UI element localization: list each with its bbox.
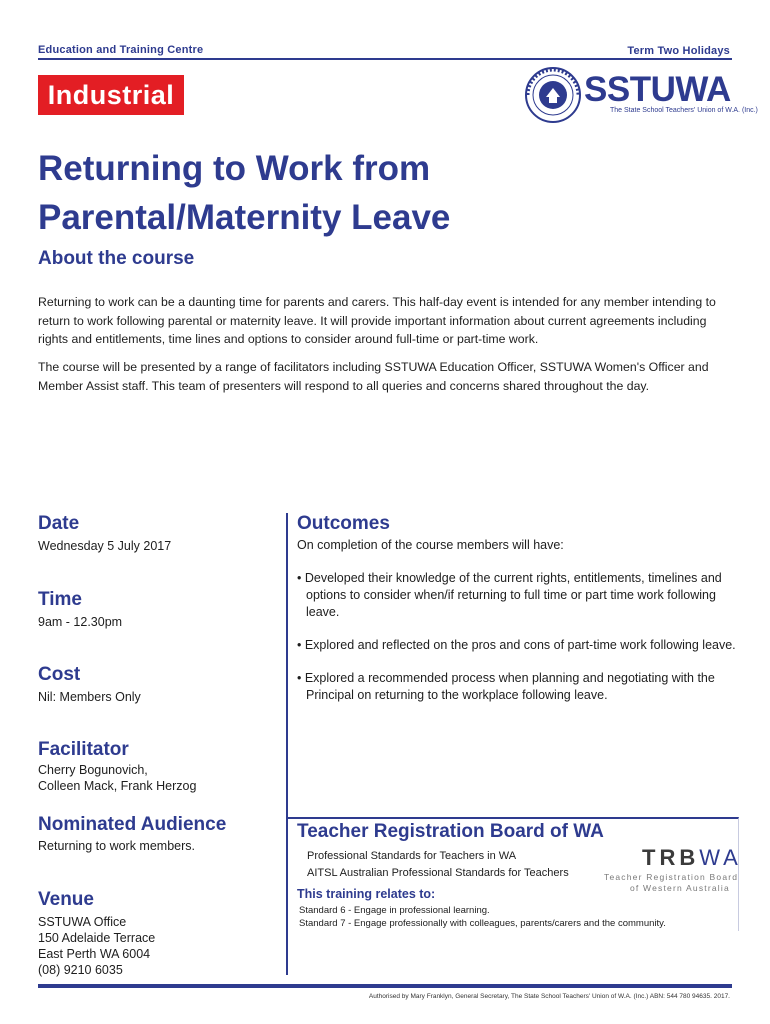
venue-line-3: East Perth WA 6004 [38,947,151,961]
outcomes-list [297,570,737,720]
venue-heading: Venue [38,889,94,910]
centre-name: Education and Training Centre [38,44,204,56]
standard-7: Standard 7 - Engage professionally with colleagues, parents/carers and the community. [299,918,666,929]
audience-heading: Nominated Audience [38,814,227,835]
title-line-2: Parental/Maternity Leave [38,198,451,237]
sstuwa-logo: SSTUWA [584,70,731,109]
trbwa-logo-wa: WA [699,845,742,870]
term-label: Term Two Holidays [627,45,730,57]
title-line-1: Returning to Work from [38,149,431,188]
footer-divider [38,984,732,988]
facilitator-line-2: Colleen Mack, Frank Herzog [38,779,197,793]
facilitator-line-1: Cherry Bogunovich, [38,763,148,777]
about-paragraph-2: The course will be presented by a range of facilitators including SSTUWA Education Officer, SSTUWA Women's Officer and Member Assist staff. This team of presenters will respond to all queries and concerns shared throughout the day. [38,360,709,393]
sstuwa-seal-icon [524,66,582,124]
trbwa-logo-subtitle-2: of Western Australia [630,883,730,893]
authorisation-text: Authorised by Mary Franklyn, General Secretary, The State School Teachers' Union of W.A. (Inc.) ABN: 544 780 94635. 2017. [368,993,730,1000]
trbwa-logo-subtitle-1: Teacher Registration Board [604,872,739,882]
trbwa-logo-trb: TRB [642,845,700,870]
cost-value: Nil: Members Only [38,690,141,704]
industrial-badge: Industrial [38,75,184,115]
venue-line-2: 150 Adelaide Terrace [38,931,156,945]
page-title [38,144,450,242]
trb-standard-wa: Professional Standards for Teachers in WA [307,850,517,862]
date-heading: Date [38,513,80,534]
cost-heading: Cost [38,664,81,685]
facilitator-heading: Facilitator [38,739,129,760]
trb-heading: Teacher Registration Board of WA [297,821,604,842]
time-value: 9am - 12.30pm [38,615,123,629]
about-paragraph-1: Returning to work can be a daunting time for parents and carers. This half-day event is intended for any member intending to return to work following parental or maternity leave. It will provide important information about current agreements including rights and entitlements, time lines and options to consider around full-time or part-time work. [38,295,716,346]
header-divider [38,58,732,60]
standard-6: Standard 6 - Engage in professional learning. [299,905,490,916]
date-value: Wednesday 5 July 2017 [38,539,172,553]
trbwa-logo [642,845,742,871]
trb-standard-aitsl: AITSL Australian Professional Standards for Teachers [307,867,569,879]
list-item: • Explored and reflected on the pros and cons of part-time work following leave. [297,638,736,652]
relates-heading: This training relates to: [297,887,436,901]
about-heading: About the course [38,248,195,269]
venue-line-4: (08) 9210 6035 [38,963,123,977]
outcomes-intro: On completion of the course members will have: [297,538,564,552]
sstuwa-tagline: The State School Teachers' Union of W.A. (Inc.) [610,107,758,114]
venue-line-1: SSTUWA Office [38,915,127,929]
time-heading: Time [38,589,83,610]
list-item: • Explored a recommended process when planning and negotiating with the Principal on returning to the workplace following leave. [297,671,715,702]
list-item: • Developed their knowledge of the current rights, entitlements, timelines and options to consider when/if returning to full time or part time work following leave. [297,571,722,619]
audience-value: Returning to work members. [38,839,196,853]
outcomes-heading: Outcomes [297,513,390,534]
